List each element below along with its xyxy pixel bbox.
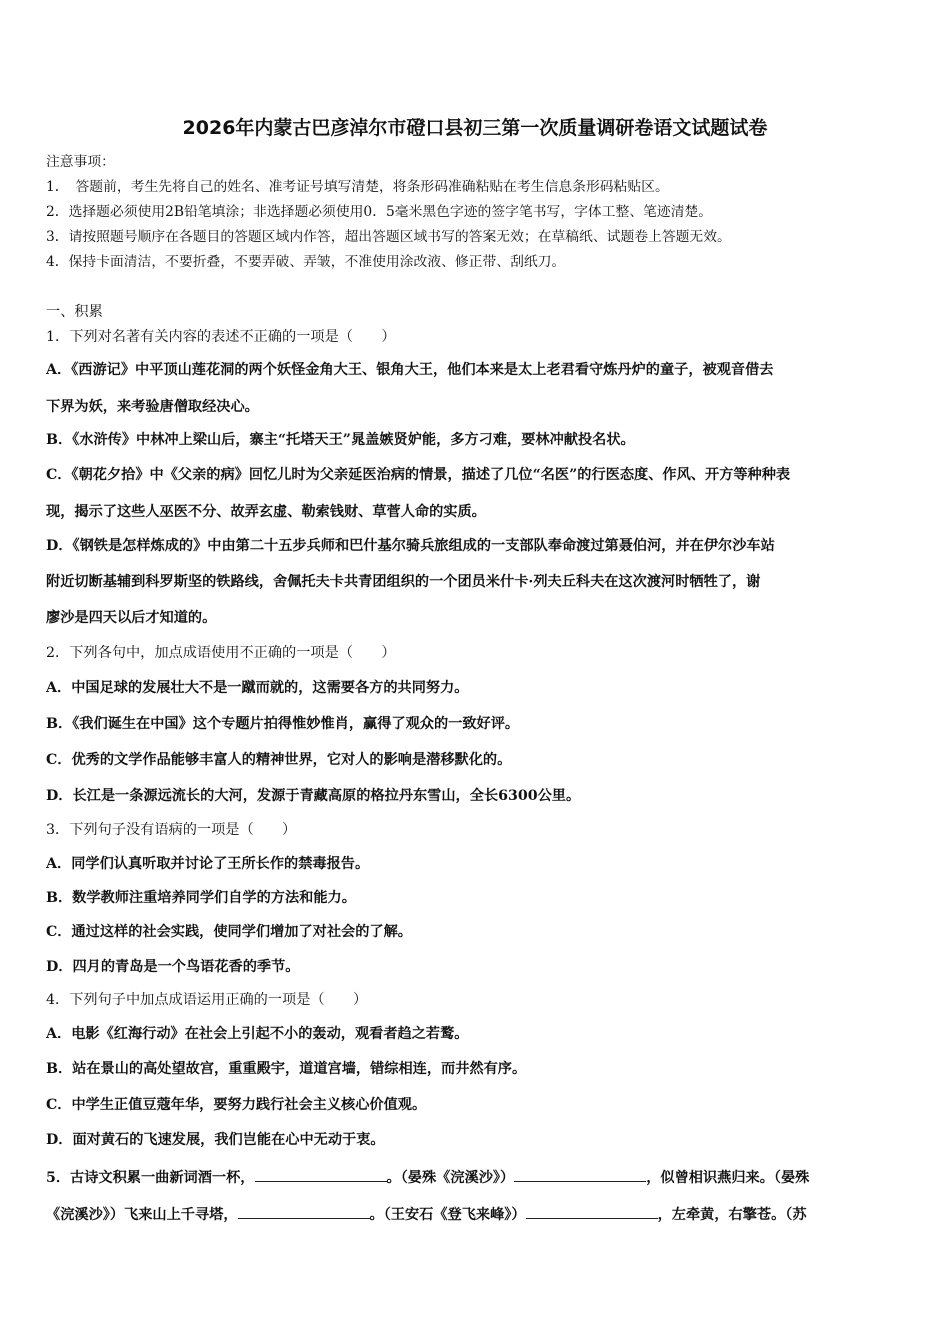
notice-item-1: 1． 答题前，考生先将自己的姓名、准考证号填写清楚，将条形码准确粘贴在考生信息条形码粘贴区。 bbox=[46, 179, 669, 195]
question-4-stem: 4．下列句子中加点成语运用正确的一项是（ ） bbox=[46, 992, 368, 1008]
question-2-option-b: B．《我们诞生在中国》这个专题片拍得惟妙惟肖，赢得了观众的一致好评。 bbox=[46, 716, 520, 732]
notice-item-4: 4．保持卡面清洁，不要折叠，不要弄破、弄皱，不准使用涂改液、修正带、刮纸刀。 bbox=[46, 254, 566, 270]
question-1-option-d-cont: 附近切断基辅到科罗斯坚的铁路线，舍佩托夫卡共青团组织的一个团员米什卡·列夫丘科夫在这次渡河时牺牲了，谢 bbox=[46, 574, 761, 590]
notice-item-3: 3．请按照题号顺序在各题目的答题区域内作答，超出答题区域书写的答案无效；在草稿纸、试题卷上答题无效。 bbox=[46, 229, 731, 245]
question-1-option-c-cont: 现，揭示了这些人巫医不分、故弄玄虚、勒索钱财、草菅人命的实质。 bbox=[46, 504, 486, 520]
page-title: 2026年内蒙古巴彦淖尔市磴口县初三第一次质量调研卷语文试题试卷 bbox=[182, 117, 768, 139]
question-3-option-c: C．通过这样的社会实践，使同学们增加了对社会的了解。 bbox=[46, 924, 412, 940]
notice-item-2: 2．选择题必须使用2B铅笔填涂；非选择题必须使用0．5毫米黑色字迹的签字笔书写，字体工整、笔迹清楚。 bbox=[46, 204, 713, 220]
answer-blank[interactable] bbox=[514, 1167, 646, 1182]
section-heading: 一、积累 bbox=[46, 304, 103, 320]
question-4-option-d: D．面对黄石的飞速发展，我们岂能在心中无动于衷。 bbox=[46, 1132, 385, 1148]
question-3-option-a: A．同学们认真听取并讨论了王所长作的禁毒报告。 bbox=[46, 856, 370, 872]
question-4-option-a: A．电影《红海行动》在社会上引起不小的轰动，观看者趋之若鹜。 bbox=[46, 1026, 469, 1042]
question-2-option-c: C．优秀的文学作品能够丰富人的精神世界，它对人的影响是潜移默化的。 bbox=[46, 752, 512, 768]
question-2-option-d: D．长江是一条源远流长的大河，发源于青藏高原的格拉丹东雪山，全长6300公里。 bbox=[46, 788, 581, 804]
answer-blank[interactable] bbox=[526, 1204, 658, 1219]
question-5-line-1 bbox=[46, 1167, 926, 1188]
answer-blank[interactable] bbox=[238, 1204, 370, 1219]
question-1-option-b: B．《水浒传》中林冲上梁山后，寨主“托塔天王”晁盖嫉贤妒能，多方刁难，要林冲献投名状。 bbox=[46, 432, 635, 448]
question-5-text: 5．古诗文积累一曲新词酒一杯， bbox=[46, 1170, 255, 1186]
question-1-option-c: C．《朝花夕拾》中《父亲的病》回忆儿时为父亲延医治病的情景，描述了几位“名医”的行医态度、作风、开方等种种表 bbox=[46, 467, 791, 483]
question-3-option-d: D．四月的青岛是一个鸟语花香的季节。 bbox=[46, 959, 300, 975]
question-5-text: ，似曾相识燕归来。（晏殊 bbox=[646, 1170, 810, 1186]
question-4-option-b: B．站在景山的高处望故宫，重重殿宇，道道宫墙，错综相连，而井然有序。 bbox=[46, 1061, 527, 1077]
question-1-option-a: A．《西游记》中平顶山莲花洞的两个妖怪金角大王、银角大王，他们本来是太上老君看守炼丹炉的童子，被观音借去 bbox=[46, 362, 774, 378]
question-2-stem: 2．下列各句中，加点成语使用不正确的一项是（ ） bbox=[46, 645, 396, 661]
question-5-text: 。（王安石《登飞来峰》） bbox=[369, 1207, 526, 1223]
question-1-option-d: D．《钢铁是怎样炼成的》中由第二十五步兵师和巴什基尔骑兵旅组成的一支部队奉命渡过第聂伯河，并在伊尔沙车站 bbox=[46, 538, 775, 554]
question-5-text: 《浣溪沙》）飞来山上千寻塔， bbox=[46, 1207, 238, 1223]
question-5-text: ，左牵黄，右擎苍。（苏 bbox=[657, 1207, 807, 1223]
question-1-option-a-cont: 下界为妖，来考验唐僧取经决心。 bbox=[46, 399, 259, 415]
answer-blank[interactable] bbox=[255, 1167, 387, 1182]
question-4-option-c: C．中学生正值豆蔻年华，要努力践行社会主义核心价值观。 bbox=[46, 1097, 427, 1113]
question-2-option-a: A．中国足球的发展壮大不是一蹴而就的，这需要各方的共同努力。 bbox=[46, 680, 469, 696]
question-3-option-b: B．数学教师注重培养同学们自学的方法和能力。 bbox=[46, 890, 356, 906]
question-1-option-d-cont2: 廖沙是四天以后才知道的。 bbox=[46, 610, 217, 626]
question-3-stem: 3．下列句子没有语病的一项是（ ） bbox=[46, 822, 297, 838]
question-5-line-2 bbox=[46, 1204, 926, 1225]
question-5-text: 。（晏殊《浣溪沙》） bbox=[386, 1170, 515, 1186]
question-1-stem: 1．下列对名著有关内容的表述不正确的一项是（ ） bbox=[46, 329, 396, 345]
notice-heading: 注意事项： bbox=[46, 154, 115, 170]
